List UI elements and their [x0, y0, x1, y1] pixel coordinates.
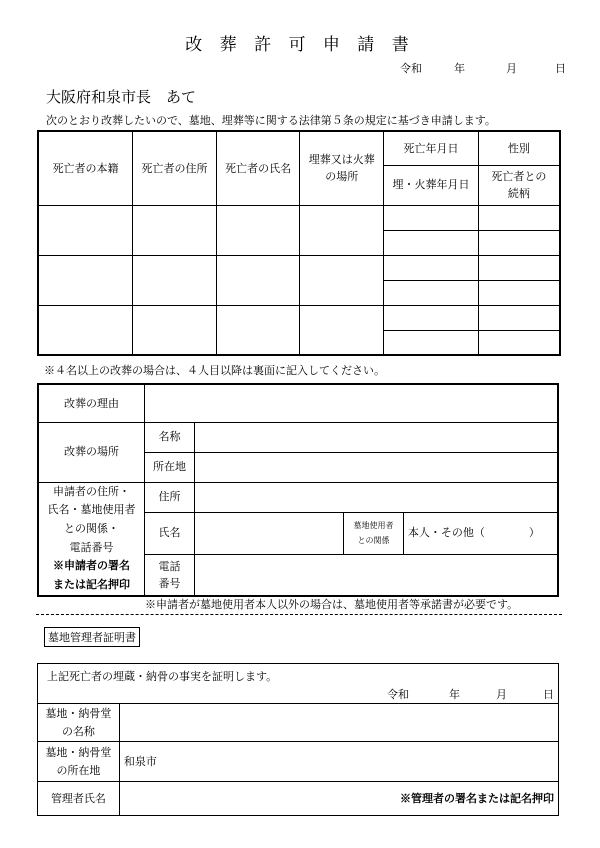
addressee: 大阪府和泉市長 あて	[46, 88, 197, 106]
cell-relation-3[interactable]	[478, 330, 560, 355]
cell-burial-date-2[interactable]	[384, 280, 479, 305]
phone-line1: 電話	[158, 559, 181, 573]
field-cemetery-name[interactable]	[119, 704, 558, 742]
user-relation-line2: との関係	[357, 536, 390, 545]
cert-date-day: 日	[543, 688, 554, 701]
application-date	[400, 60, 566, 77]
user-relation-line1: 墓地使用者	[353, 520, 394, 530]
certificate-table	[37, 663, 559, 816]
cell-gender-2[interactable]	[478, 255, 560, 280]
applicant-sign-line1: ※申請者の署名	[53, 559, 131, 573]
date-month: 月	[506, 62, 517, 75]
cell-name-1[interactable]	[216, 205, 300, 255]
cert-heading: 墓地管理者証明書	[44, 627, 140, 647]
label-place-name: 名称	[145, 422, 195, 452]
label-place: 改葬の場所	[38, 422, 145, 482]
field-applicant-name[interactable]	[194, 512, 343, 554]
cell-gender-3[interactable]	[478, 305, 560, 330]
header-burial-place	[300, 131, 384, 205]
cell-honseki-3[interactable]	[38, 305, 133, 355]
header-address: 死亡者の住所	[133, 131, 217, 205]
cell-address-3[interactable]	[133, 305, 217, 355]
label-applicant	[38, 482, 145, 596]
field-applicant-phone[interactable]	[194, 554, 558, 596]
applicant-line1: 申請者の住所・	[53, 484, 131, 498]
note-consent: ※申請者が墓地使用者本人以外の場合は、墓地使用者等承諾書が必要です。	[145, 598, 519, 611]
cell-burial-place-3[interactable]	[300, 305, 384, 355]
cemetery-name-line2: の名称	[61, 724, 95, 738]
cert-statement-row	[38, 664, 559, 704]
field-place-location[interactable]	[194, 452, 558, 482]
label-user-relation	[344, 512, 404, 554]
label-applicant-name: 氏名	[145, 512, 195, 554]
field-user-relation[interactable]: 本人・その他（ ）	[403, 512, 558, 554]
relation-line2: 続柄	[507, 187, 530, 200]
cell-death-date-2[interactable]	[384, 255, 479, 280]
page-title: 改 葬 許 可 申 請 書	[185, 35, 415, 55]
relation-line1: 死亡者との	[491, 169, 547, 183]
cell-burial-date-1[interactable]	[384, 230, 479, 255]
cert-date-era: 令和	[387, 688, 409, 701]
cell-name-3[interactable]	[216, 305, 300, 355]
cemetery-location-line2: の所在地	[56, 763, 101, 777]
cert-date-year: 年	[449, 688, 460, 701]
cell-relation-2[interactable]	[478, 280, 560, 305]
header-gender: 性別	[478, 131, 560, 165]
burial-place-line2: の場所	[325, 170, 359, 184]
header-death-date: 死亡年月日	[384, 131, 479, 165]
header-relation	[478, 165, 560, 205]
applicant-line4: 電話番号	[69, 540, 114, 554]
cert-statement: 上記死亡者の埋蔵・納骨の事実を証明します。	[47, 670, 278, 683]
cell-burial-place-1[interactable]	[300, 205, 384, 255]
field-place-name[interactable]	[194, 422, 558, 452]
cell-address-1[interactable]	[133, 205, 217, 255]
phone-line2: 番号	[158, 576, 181, 590]
cell-address-2[interactable]	[133, 255, 217, 305]
cert-date-month: 月	[496, 688, 507, 701]
cert-date	[387, 686, 554, 703]
cell-death-date-1[interactable]	[384, 205, 479, 230]
date-year: 年	[454, 62, 465, 75]
field-cemetery-location[interactable]: 和泉市	[119, 742, 558, 782]
field-manager-name[interactable]	[119, 782, 558, 816]
cell-name-2[interactable]	[216, 255, 300, 305]
cell-relation-1[interactable]	[478, 230, 560, 255]
header-burial-date: 埋・火葬年月日	[384, 165, 479, 205]
label-place-location: 所在地	[145, 452, 195, 482]
date-era: 令和	[400, 62, 422, 75]
cemetery-location-line1: 墓地・納骨堂	[45, 746, 112, 760]
cell-death-date-3[interactable]	[384, 305, 479, 330]
cemetery-name-line1: 墓地・納骨堂	[45, 707, 112, 721]
applicant-sign-line2: または記名押印	[53, 578, 131, 592]
cell-honseki-1[interactable]	[38, 205, 133, 255]
manager-sign-note: ※管理者の署名または記名押印	[400, 792, 554, 805]
cut-line	[36, 614, 562, 615]
label-reason: 改葬の理由	[38, 384, 145, 422]
burial-place-line1: 埋葬又は火葬	[308, 153, 375, 167]
intro-text: 次のとおり改葬したいので、墓地、埋葬等に関する法律第５条の規定に基づき申請します。	[46, 114, 496, 127]
application-table	[37, 383, 559, 597]
date-day: 日	[555, 62, 566, 75]
label-cemetery-name	[38, 704, 120, 742]
label-manager-name: 管理者氏名	[38, 782, 120, 816]
cell-honseki-2[interactable]	[38, 255, 133, 305]
cell-gender-1[interactable]	[478, 205, 560, 230]
header-name: 死亡者の氏名	[216, 131, 300, 205]
applicant-line3: との関係・	[64, 522, 120, 536]
cell-burial-place-2[interactable]	[300, 255, 384, 305]
header-honseki: 死亡者の本籍	[38, 131, 133, 205]
field-applicant-address[interactable]	[194, 482, 558, 512]
field-reason[interactable]	[145, 384, 558, 422]
note-four-or-more: ※４名以上の改葬の場合は、４人目以降は裏面に記入してください。	[44, 364, 385, 377]
cell-burial-date-3[interactable]	[384, 330, 479, 355]
label-cemetery-location	[38, 742, 120, 782]
label-applicant-phone	[145, 554, 195, 596]
applicant-line2: 氏名・墓地使用者	[47, 503, 136, 517]
deceased-table	[37, 130, 561, 356]
label-applicant-address: 住所	[145, 482, 195, 512]
